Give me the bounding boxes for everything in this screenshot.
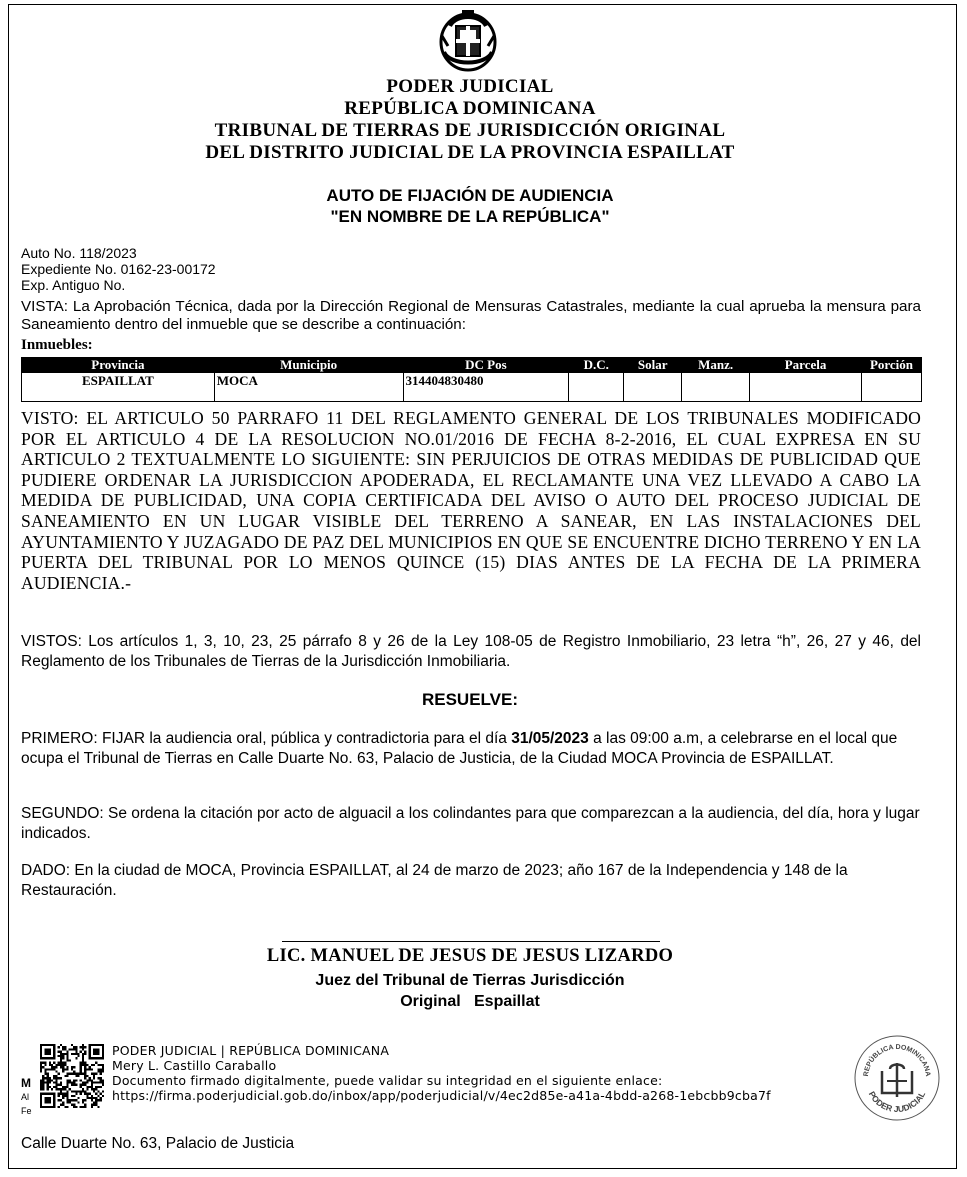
primero-text-start: PRIMERO: FIJAR la audiencia oral, pública y contradictoria para el día — [21, 730, 512, 747]
exp-antiguo: Exp. Antiguo No. — [21, 277, 126, 293]
cell-porcion — [861, 373, 921, 402]
judge-role-line-1: Juez del Tribunal de Tierras Jurisdicción — [315, 972, 625, 989]
title-line-2: "EN NOMBRE DE LA REPÚBLICA" — [330, 207, 610, 226]
signature-line — [282, 941, 660, 942]
col-header: Solar — [624, 358, 682, 373]
cell-solar — [624, 373, 682, 402]
visto-paragraph: VISTO: EL ARTICULO 50 PARRAFO 11 DEL REGLAMENTO GENERAL DE LOS TRIBUNALES MODIFICADO POR EL ARTICULO 4 DE LA RESOLUCION NO.01/2016 DE FECHA 8-2-2016, EL CUAL EXPRESA EN SU ARTICULO 2 TEXTUALMENTE LO SIGUIENTE: SIN PERJUICIOS DE OTRAS MEDIDAS DE PUBLICIDAD QUE PUDIERE ORDENAR LA JURISDICCION APODERADA, EL RECLAMANTE UNA VEZ LLEVADO A CABO LA MEDIDA DE PUBLICIDAD, UNA COPIA CERTIFICADA DEL AVISO O AUTO DEL PROCESO JUDICIAL DE SANEAMIENTO EN UN LUGAR VISIBLE DEL TERRENO A SANEAR, EN LAS INSTALACIONES DEL AYUNTAMIENTO Y JUZAGADO DE PAZ DEL MUNICIPIOS EN QUE SE ENCUENTRE DICHO TERRENO Y EN LA PUERTA DEL TRIBUNAL POR LO MENOS QUINCE (15) DIAS ANTES DE LA FECHA DE LA PRIMERA AUDIENCIA.- — [21, 408, 921, 593]
inmuebles-label: Inmuebles: — [21, 337, 93, 353]
col-header: Parcela — [750, 358, 862, 373]
expediente-number: Expediente No. 0162-23-00172 — [21, 261, 216, 277]
header-line-4: DEL DISTRITO JUDICIAL DE LA PROVINCIA ESPAILLAT — [205, 142, 735, 163]
cell-dc — [569, 373, 624, 402]
vistos-paragraph: VISTOS: Los artículos 1, 3, 10, 23, 25 párrafo 8 y 26 de la Ley 108-05 de Registro Inmobiliario, 23 letra “h”, 26, 27 y 46, del Reglamento de los Tribunales de Tierras de la Jurisdicción Inmobiliaria. — [21, 633, 921, 670]
col-header: Porción — [861, 358, 921, 373]
table-header-row — [22, 358, 922, 373]
cell-manz — [682, 373, 750, 402]
inmuebles-table — [21, 357, 922, 402]
segundo-paragraph: SEGUNDO: Se ordena la citación por acto de alguacil a los colindantes para que comparezcan a la audiencia, del día, hora y lugar indicados. — [21, 805, 920, 842]
cell-parcela — [750, 373, 862, 402]
col-header: DC Pos — [403, 358, 569, 373]
hearing-date: 31/05/2023 — [511, 730, 589, 747]
seal-bottom-text: PODER JUDICIAL — [866, 1089, 928, 1115]
primero-paragraph — [21, 729, 901, 768]
digital-line-3: Documento firmado digitalmente, puede validar su integridad en el siguiente enlace: — [112, 1073, 663, 1088]
header-line-3: TRIBUNAL DE TIERRAS DE JURISDICCIÓN ORIGINAL — [214, 120, 726, 141]
header-line-1: PODER JUDICIAL — [386, 76, 554, 97]
cell-municipio: MOCA — [214, 373, 403, 402]
table-row — [22, 373, 922, 402]
dado-paragraph: DADO: En la ciudad de MOCA, Provincia ESPAILLAT, al 24 de marzo de 2023; año 167 de la Independencia y 148 de la Restauración. — [21, 862, 848, 899]
title-line-1: AUTO DE FIJACIÓN DE AUDIENCIA — [326, 186, 614, 205]
resuelve-heading: RESUELVE: — [421, 690, 519, 709]
digital-signature-block — [112, 1043, 832, 1103]
judge-role — [0, 970, 940, 1012]
document-title — [0, 185, 940, 227]
judge-role-line-2: Original Espaillat — [400, 993, 540, 1010]
cell-dc-pos: 314404830480 — [403, 373, 569, 402]
coat-of-arms-icon — [436, 6, 500, 72]
seal-top-text: REPÚBLICA DOMINICANA — [862, 1043, 932, 1077]
digital-line-1: PODER JUDICIAL | REPÚBLICA DOMINICANA — [112, 1043, 390, 1058]
col-header: Manz. — [682, 358, 750, 373]
judge-name: LIC. MANUEL DE JESUS DE JESUS LIZARDO — [266, 946, 674, 966]
qr-code-icon — [40, 1044, 104, 1108]
header — [0, 76, 940, 164]
footer-address: Calle Duarte No. 63, Palacio de Justicia — [21, 1135, 295, 1152]
clipped-text-1: M — [21, 1076, 31, 1090]
clipped-text-2: Al — [21, 1092, 30, 1102]
poder-judicial-seal-icon — [852, 1033, 942, 1123]
auto-number: Auto No. 118/2023 — [21, 245, 137, 261]
cell-provincia: ESPAILLAT — [22, 373, 215, 402]
case-meta — [21, 245, 521, 293]
header-line-2: REPÚBLICA DOMINICANA — [344, 98, 596, 119]
vista-paragraph: VISTA: La Aprobación Técnica, dada por la Dirección Regional de Mensuras Catastrales, mediante la cual aprueba la mensura para Saneamiento dentro del inmueble que se describe a continuación: — [21, 298, 921, 333]
validation-link[interactable]: https://firma.poderjudicial.gob.do/inbox/app/poderjudicial/v/4ec2d85e-a41a-4bdd-a268-1ebcbb9cba7f — [112, 1088, 771, 1103]
col-header: Municipio — [214, 358, 403, 373]
primero-text-end: a las 09:00 a.m, a celebrarse en el local que ocupa el Tribunal de Tierras en Calle Duarte No. 63, Palacio de Justicia, de la Ciudad MOCA Provincia de ESPAILLAT. — [21, 730, 898, 767]
col-header: Provincia — [22, 358, 215, 373]
digital-signer: Mery L. Castillo Caraballo — [112, 1058, 277, 1073]
col-header: D.C. — [569, 358, 624, 373]
clipped-text-3: Fe — [21, 1106, 32, 1116]
